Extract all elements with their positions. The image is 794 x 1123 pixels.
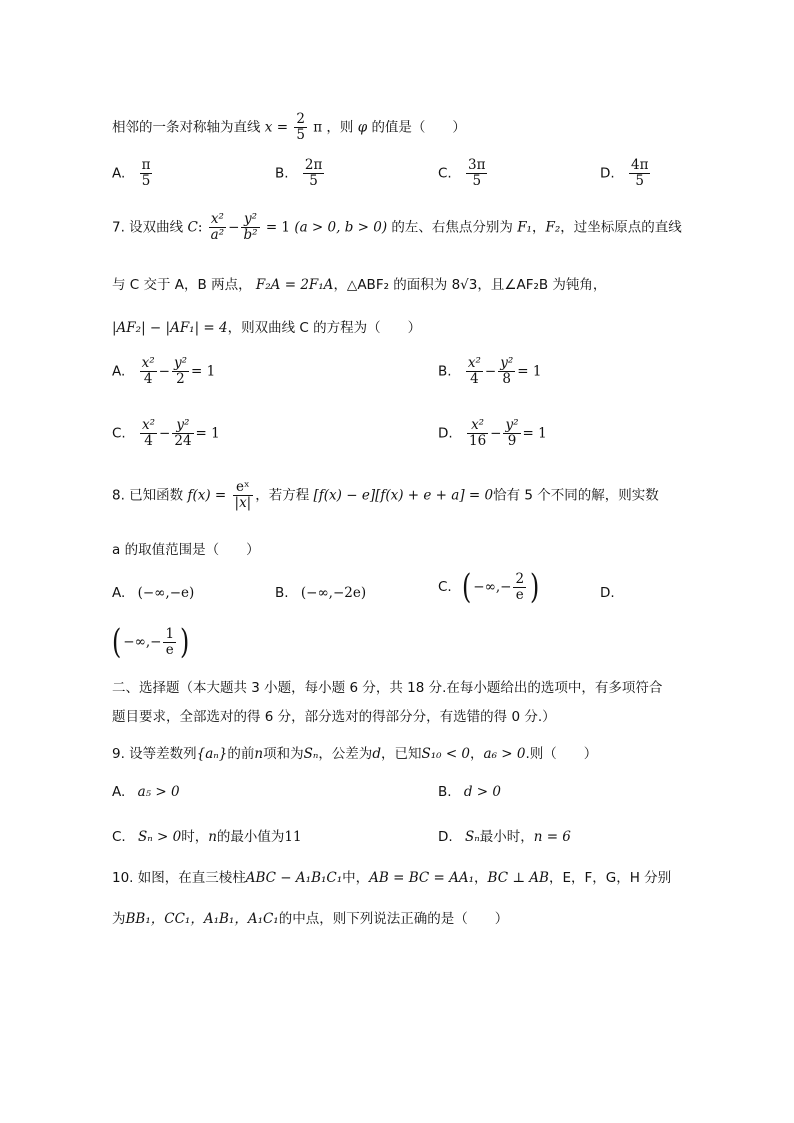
frac-den: 24: [174, 433, 192, 449]
option-num: 3π: [468, 157, 486, 173]
q7-line3: [112, 316, 421, 336]
option-y-fraction: [172, 418, 193, 449]
q7-text: 的左、右焦点分别为: [391, 219, 513, 236]
option-fraction: [163, 627, 176, 658]
q8-option-c[interactable]: C. ( −∞,− $\frac{2}{e}$ ): [438, 567, 540, 607]
q6-stem-b: ，则: [326, 119, 354, 136]
q7-colon: :: [197, 219, 203, 236]
q9-text: ，已知: [380, 746, 422, 762]
q9-seq: {aₙ}: [196, 746, 228, 762]
q6-frac-den: 5: [296, 127, 305, 143]
frac-den: a²: [210, 227, 225, 243]
option-y-fraction: [172, 356, 189, 387]
section2-text: 题目要求，全部选对的得 6 分，部分选对的得部分分，有选错的得 0 分.）: [112, 709, 556, 725]
q10-text: 10. 如图，在直三棱柱: [112, 870, 246, 886]
option-eq: = 1: [195, 425, 220, 442]
q10-prism: ABC − A₁B₁C₁: [245, 870, 343, 886]
q7-line1: [112, 212, 682, 243]
option-fraction: [629, 158, 650, 189]
q10-line1: [112, 866, 671, 886]
q6-option-d[interactable]: [600, 158, 652, 189]
q9-option-a[interactable]: [112, 784, 180, 800]
q7-comma: ，: [531, 219, 546, 236]
option-x-fraction: [467, 418, 488, 449]
frac-num: x²: [142, 417, 156, 433]
option-num: 4π: [630, 157, 649, 173]
frac-den: b²: [243, 227, 258, 243]
q9-text: 9. 设等差数列: [112, 746, 197, 762]
frac-den: 16: [468, 433, 487, 449]
frac-num: 1: [165, 625, 175, 642]
option-label: A.: [112, 165, 126, 182]
q6-fraction: [294, 112, 307, 143]
option-den: 5: [140, 173, 153, 189]
option-value: d > 0: [463, 784, 501, 800]
q8-text: ，若方程: [255, 487, 310, 504]
option-den: 5: [303, 173, 324, 189]
option-fraction: [140, 158, 153, 189]
q10-text: 中，: [342, 870, 370, 886]
q10-text: ，: [474, 870, 488, 886]
frac-den: 9: [503, 433, 520, 449]
frac-den: |x|: [234, 495, 252, 511]
q9-option-c[interactable]: [112, 825, 302, 845]
q8-line1: [112, 480, 659, 511]
q8-option-b[interactable]: [275, 585, 366, 601]
frac-den: e: [163, 642, 176, 658]
frac-num: y²: [500, 355, 514, 371]
frac-num: y²: [173, 355, 187, 371]
q7-condition: (a > 0, b > 0): [294, 219, 388, 236]
q10-midpoints: BB₁，CC₁，A₁B₁，A₁C₁: [125, 911, 279, 927]
option-fraction: [513, 572, 526, 603]
frac-num: 2: [515, 570, 525, 587]
q6-stem-a: 相邻的一条对称轴为直线: [112, 119, 261, 136]
section2-heading-line2: [112, 705, 556, 725]
option-label: C.: [112, 425, 126, 442]
q6-stem-c: 的值是（ ）: [371, 119, 466, 136]
option-value: 11: [284, 829, 302, 845]
q10-text: ，E，F，G，H 分别: [548, 870, 672, 886]
frac-den: 2: [172, 371, 189, 387]
q10-eq: AB = BC = AA₁: [369, 870, 475, 886]
q7-f2: F₂: [545, 219, 561, 236]
q7-text: 7. 设双曲线: [112, 219, 184, 236]
q7-option-d[interactable]: D. $\frac{\text{x²}}{16}$ − $\frac{\text{y²}}{9}$ = 1: [438, 417, 547, 449]
section2-heading-line1: [112, 676, 662, 696]
option-x-fraction: [140, 356, 157, 387]
q7-x-fraction: [209, 212, 226, 243]
option-value: a₅ > 0: [137, 784, 180, 800]
option-label: B.: [275, 585, 289, 601]
frac-num: y²: [505, 417, 519, 433]
q8-option-a[interactable]: [112, 585, 194, 601]
q8-text: 8. 已知函数: [112, 487, 184, 504]
q8-line2: [112, 538, 260, 558]
section2-text: 二、选择题（本大题共 3 小题，每小题 6 分，共 18 分.在每小题给出的选项中，有多项符合: [112, 680, 663, 696]
option-den: 5: [629, 173, 650, 189]
option-value: Sₙ > 0: [138, 829, 182, 845]
q8-option-d-value[interactable]: ( −∞,− $\frac{1}{e}$ ): [111, 622, 190, 662]
q9-text: ，: [470, 746, 484, 762]
option-eq: = 1: [522, 425, 547, 442]
option-value: Sₙ: [464, 829, 480, 845]
option-label: B.: [275, 165, 289, 182]
option-label: C.: [112, 829, 126, 845]
q9-text: 项和为: [263, 746, 304, 762]
option-x-fraction: [466, 356, 483, 387]
option-label: A.: [112, 784, 126, 800]
option-num: 2π: [304, 157, 323, 173]
option-label: B.: [438, 363, 452, 380]
frac-num: y²: [176, 417, 190, 433]
q7-text: ，过坐标原点的直线: [560, 219, 682, 236]
q6-option-c[interactable]: [438, 158, 489, 189]
q6-eq: =: [276, 119, 289, 136]
option-value: (−∞,−2e): [300, 585, 367, 601]
q7-line2: [112, 273, 606, 293]
option-label: D.: [438, 425, 453, 442]
option-num: π: [141, 157, 151, 173]
option-den: 5: [466, 173, 487, 189]
frac-num: x²: [471, 417, 485, 433]
frac-num: x²: [141, 355, 155, 371]
q7-abs-eq: |AF₂| − |AF₁| = 4: [112, 320, 228, 336]
option-value: −∞,−: [123, 634, 162, 650]
q9-cond1: S₁₀ < 0: [421, 746, 471, 762]
q6-option-a[interactable]: [112, 158, 154, 189]
q9-option-b[interactable]: [438, 784, 501, 800]
q7-curve-name: C: [187, 219, 198, 236]
frac-num: eˣ: [236, 479, 250, 495]
q10-perp: BC ⊥ AB: [487, 870, 549, 886]
q7-eq1: = 1: [265, 219, 291, 236]
q9-text: .则（ ）: [525, 746, 598, 762]
q8-option-d-label[interactable]: [600, 585, 615, 601]
q10-line2: [112, 907, 508, 927]
option-text: 时，: [181, 829, 209, 845]
option-fraction: [466, 158, 487, 189]
q7-option-b[interactable]: B. $\frac{\text{x²}}{4}$ − $\frac{\text{y²}}{8}$ = 1: [438, 355, 542, 387]
q7-f1: F₁: [517, 219, 532, 236]
q7-text: ，则双曲线 C 的方程为（ ）: [227, 320, 422, 336]
option-fraction: [303, 158, 324, 189]
option-value: −∞,−: [473, 579, 512, 595]
option-eq: = 1: [517, 363, 542, 380]
q8-text: 恰有 5 个不同的解，则实数: [493, 487, 659, 504]
option-label: A.: [112, 363, 126, 380]
frac-num: y²: [243, 211, 257, 227]
q10-text: 为: [112, 911, 126, 927]
q7-y-fraction: [241, 212, 259, 243]
frac-den: 4: [140, 433, 157, 449]
q7-option-c[interactable]: C. $\frac{\text{x²}}{4}$ − $\frac{\text{y²}}{24}$ = 1: [112, 417, 220, 449]
q6-x: x: [264, 119, 273, 136]
option-label: B.: [438, 784, 452, 800]
q8-text: a 的取值范围是（ ）: [112, 542, 260, 558]
frac-den: 8: [498, 371, 515, 387]
frac-den: 4: [140, 371, 157, 387]
q9-sn: Sₙ: [303, 746, 319, 762]
q8-fraction: [233, 480, 254, 511]
option-value: n: [208, 829, 217, 845]
q7-option-a[interactable]: A. $\frac{\text{x²}}{4}$ − $\frac{\text{y²}}{2}$ = 1: [112, 355, 216, 387]
q9-d: d: [372, 746, 381, 762]
q9-option-d[interactable]: [438, 825, 571, 845]
q6-frac-num: 2: [296, 111, 305, 127]
option-label: C.: [438, 579, 452, 595]
option-y-fraction: [498, 356, 515, 387]
option-label: A.: [112, 585, 126, 601]
option-x-fraction: [140, 418, 157, 449]
q9-n: n: [254, 746, 264, 762]
q7-text: 与 C 交于 A，B 两点，: [112, 277, 252, 293]
q7-vector-eq: F₂A = 2F₁A: [255, 277, 334, 293]
frac-den: 4: [466, 371, 483, 387]
frac-den: e: [513, 587, 526, 603]
option-label: D.: [600, 585, 615, 601]
q9-cond2: a₆ > 0: [483, 746, 526, 762]
q6-pi: π: [313, 119, 323, 136]
frac-num: x²: [210, 211, 224, 227]
option-label: D.: [600, 165, 615, 182]
q9-text: ，公差为: [318, 746, 373, 762]
q8-fdef: f(x) =: [187, 487, 227, 504]
q9-stem: [112, 742, 597, 762]
option-eq: = 1: [190, 363, 216, 380]
q7-minus: −: [228, 219, 240, 236]
option-label: D.: [438, 829, 453, 845]
option-text: 最小时，: [479, 829, 534, 845]
q6-option-b[interactable]: [275, 158, 326, 189]
option-y-fraction: [503, 418, 520, 449]
option-value: n = 6: [533, 829, 571, 845]
q6-stem: [112, 112, 466, 143]
q6-phi: φ: [357, 119, 368, 136]
option-text: 的最小值为: [216, 829, 285, 845]
option-label: C.: [438, 165, 452, 182]
q10-text: 的中点，则下列说法正确的是（ ）: [278, 911, 509, 927]
frac-num: x²: [467, 355, 481, 371]
q7-text: ，△ABF₂ 的面积为 8√3，且∠AF₂B 为钝角，: [333, 277, 607, 293]
option-value: (−∞,−e): [137, 585, 195, 601]
q8-equation: [f(x) − e][f(x) + e + a] = 0: [313, 487, 494, 504]
q9-text: 的前: [227, 746, 255, 762]
